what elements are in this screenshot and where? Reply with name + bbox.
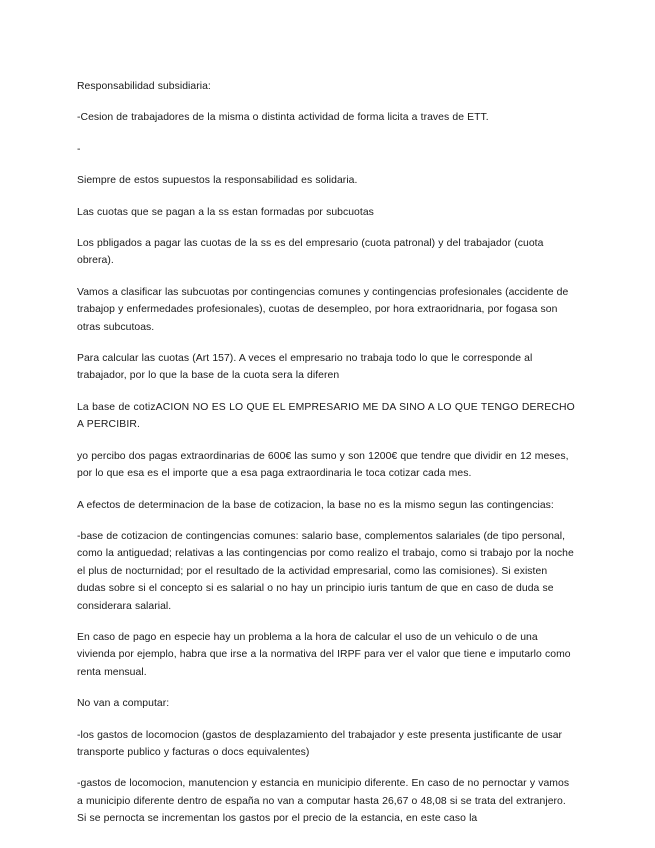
paragraph-cuotas-subcuotas: Las cuotas que se pagan a la ss estan formadas por subcuotas (77, 206, 374, 218)
heading-responsabilidad-subsidiaria: Responsabilidad subsidiaria: (77, 81, 211, 92)
paragraph-obligados-pagar: Los pbligados a pagar las cuotas de la ss es del empresario (cuota patronal) y del trabajador (cuota obrera). (77, 238, 544, 267)
paragraph-cesion-trabajadores: -Cesion de trabajadores de la misma o distinta actividad de forma licita a traves de ETT. (77, 112, 489, 124)
paragraph-no-van-computar: No van a computar: (77, 698, 170, 710)
paragraph-empty-bullet: - (77, 143, 81, 155)
paragraph-efectos-determinacion: A efectos de determinacion de la base de cotizacion, la base no es la mismo segun las contingencias: (77, 499, 554, 511)
paragraph-gastos-manutencion: -gastos de locomocion, manutencion y estancia en municipio diferente. En caso de no pernoctar y vamos a municipio diferente dentro de españa no van a computar hasta 26,67 o 48,08 si se trata del extranjero. Si se pernocta se incrementan los gastos por el precio de la estancia, en este caso la (77, 778, 570, 825)
paragraph-responsabilidad-solidaria: Siempre de estos supuestos la responsabilidad es solidaria. (77, 175, 358, 187)
paragraph-calcular-cuotas: Para calcular las cuotas (Art 157). A veces el empresario no trabaja todo lo que le corresponde al trabajador, por lo que la base de la cuota sera la diferen (77, 353, 533, 382)
paragraph-pagas-extraordinarias: yo percibo dos pagas extraordinarias de 600€ las sumo y son 1200€ que tendre que dividir en 12 meses, por lo que esa es el importe que a esa paga extraordinaria le toca cotizar cada mes. (77, 450, 569, 480)
document-body (77, 78, 577, 842)
paragraph-base-cotizacion: La base de cotizACION NO ES LO QUE EL EMPRESARIO ME DA SINO A LO QUE TENGO DERECHO A PERCIBIR. (77, 401, 575, 431)
paragraph-gastos-locomocion: -los gastos de locomocion (gastos de desplazamiento del trabajador y este presenta justificante de usar transporte publico y facturas o docs equivalentes) (77, 729, 563, 758)
paragraph-contingencias-comunes: -base de cotizacion de contingencias comunes: salario base, complementos salariales (de tipo personal, como la antiguedad; relativas a las contingencias por como realizo el trabajo, como si trabajo por la noche el plus de nocturnidad; por el resultado de la actividad empresarial, como las comisiones). Si existen dudas sobre si el concepto si es salarial o no hay un principio iuris tantum de que en caso de duda se considerara salarial. (77, 530, 574, 612)
paragraph-pago-especie: En caso de pago en especie hay un problema a la hora de calcular el uso de un vehiculo o de una vivienda por ejemplo, habra que irse a la normativa del IRPF para ver el valor que tiene e imputarlo como renta mensual. (77, 631, 571, 678)
paragraph-clasificar-subcuotas: Vamos a clasificar las subcuotas por contingencias comunes y contingencias profesionales (accidente de trabajop y enfermedades profesionales), cuotas de desempleo, por hora extraoridnaria, por fogasa son otras subcutoas. (77, 286, 569, 333)
